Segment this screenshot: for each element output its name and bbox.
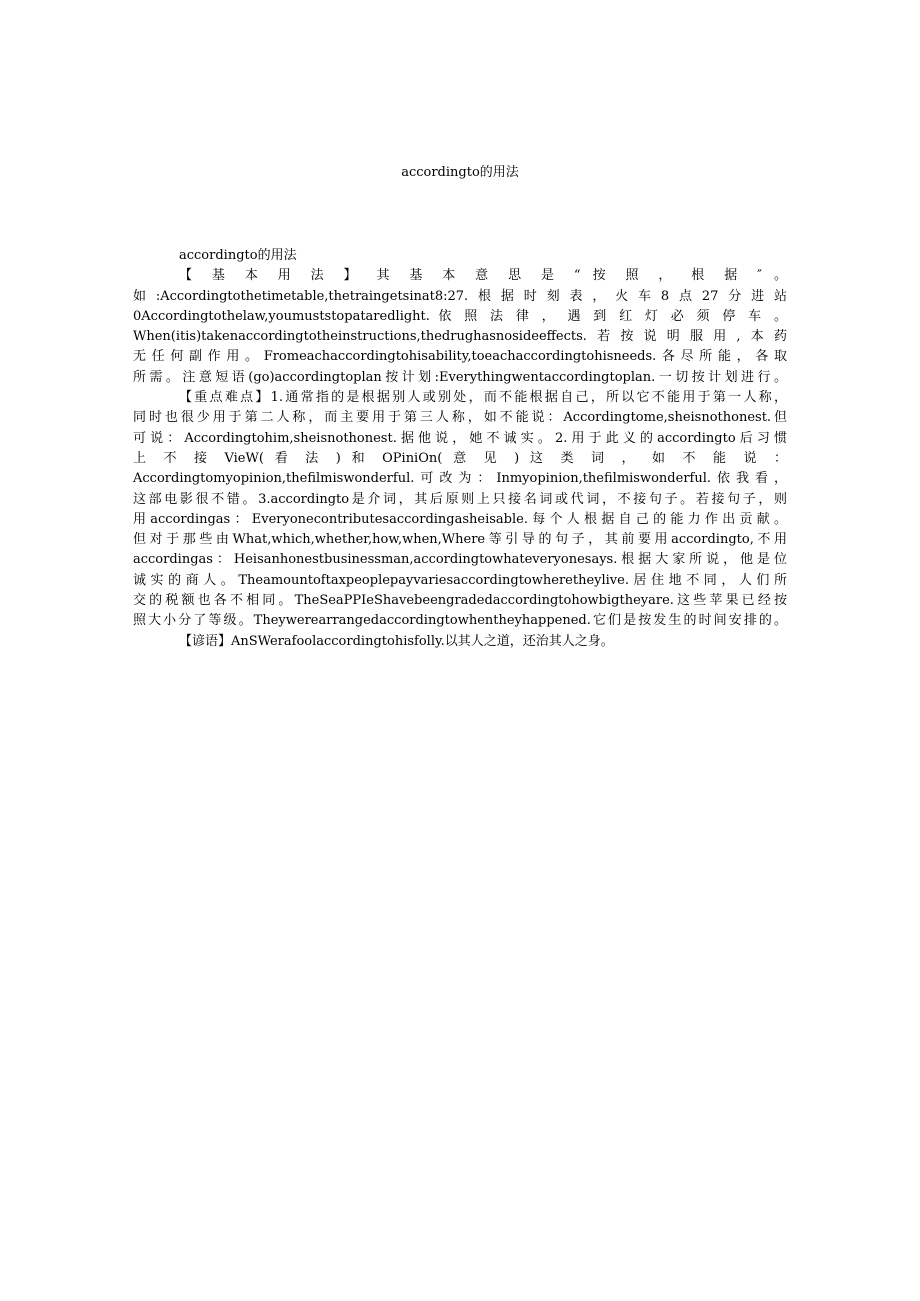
text-line: 【 基 本 用 法 】 其 基 本 意 思 是 “ 按 照 ， 根 据 ″ 。 xyxy=(179,268,787,284)
section-heading: accordingto的用法 xyxy=(179,248,297,263)
text-line: 但对于那些由What,which,whether,how,when,Where等引导的句子，其前要用accordingto,不用 xyxy=(133,532,787,548)
text-line: 用accordingas：Everyonecontributesaccordingasheisable.每个人根据自己的能力作出贡献。 xyxy=(133,511,787,527)
paragraph-lines xyxy=(133,266,787,652)
text-line: 【谚语】AnSWerafoolaccordingtohisfolly.以其人之道，还治其人之身。 xyxy=(179,633,614,649)
text-line: 可说：Accordingtohim,sheisnothonest.据他说，她不诚实。2.用于此义的accordingto后习惯 xyxy=(133,430,787,446)
text-line: 所需。注意短语(go)accordingtoplan按计划:Everythingwentaccordingtoplan.一切按计划进行。 xyxy=(133,369,787,385)
page-title: accordingto的用法 xyxy=(401,165,519,180)
text-line: When(itis)takenaccordingtotheinstructions,thedrughasnosideeffects.若按说明服用,本药 xyxy=(133,329,787,345)
text-line: 上 不 接 VieW( 看 法 ) 和 OPiniOn( 意 见 ) 这 类 词 ， 如 不 能 说 ： xyxy=(133,450,787,466)
text-line: 无任何副作用。Fromeachaccordingtohisability,toeachaccordingtohisneeds.各尽所能，各取 xyxy=(133,349,787,365)
text-line: Accordingtomyopinion,thefilmiswonderful.可改为：Inmyopinion,thefilmiswonderful.依我看， xyxy=(133,471,787,487)
text-line: 交的税额也各不相同。TheSeaPPIeShavebeengradedaccordingtohowbigtheyare.这些苹果已经按 xyxy=(133,593,787,609)
text-line: 诚实的商人。Theamountoftaxpeoplepayvariesaccordingtowheretheylive.居住地不同，人们所 xyxy=(133,572,787,588)
text-line: 照大小分了等级。Theywerearrangedaccordingtowhentheyhappened.它们是按发生的时间安排的。 xyxy=(133,613,787,629)
text-line: 这部电影很不错。3.accordingto是介词，其后原则上只接名词或代词，不接句子。若接句子，则 xyxy=(133,491,787,507)
document-body xyxy=(133,246,787,652)
text-line: 【重点难点】1.通常指的是根据别人或别处，而不能根据自己，所以它不能用于第一人称， xyxy=(179,390,787,406)
text-line: 如:Accordingtothetimetable,thetraingetsinat8:27.根据时刻表，火车8点27分进站 xyxy=(133,288,787,304)
text-line: 同时也很少用于第二人称，而主要用于第三人称，如不能说：Accordingtome,sheisnothonest.但 xyxy=(133,410,787,426)
text-line: 0Accordingtothelaw,youmuststopataredlight. 依 照 法 律 ， 遇 到 红 灯 必 须 停 车 。 xyxy=(133,308,787,324)
text-line: accordingas：Heisanhonestbusinessman,accordingtowhateveryonesays.根据大家所说，他是位 xyxy=(133,552,787,568)
